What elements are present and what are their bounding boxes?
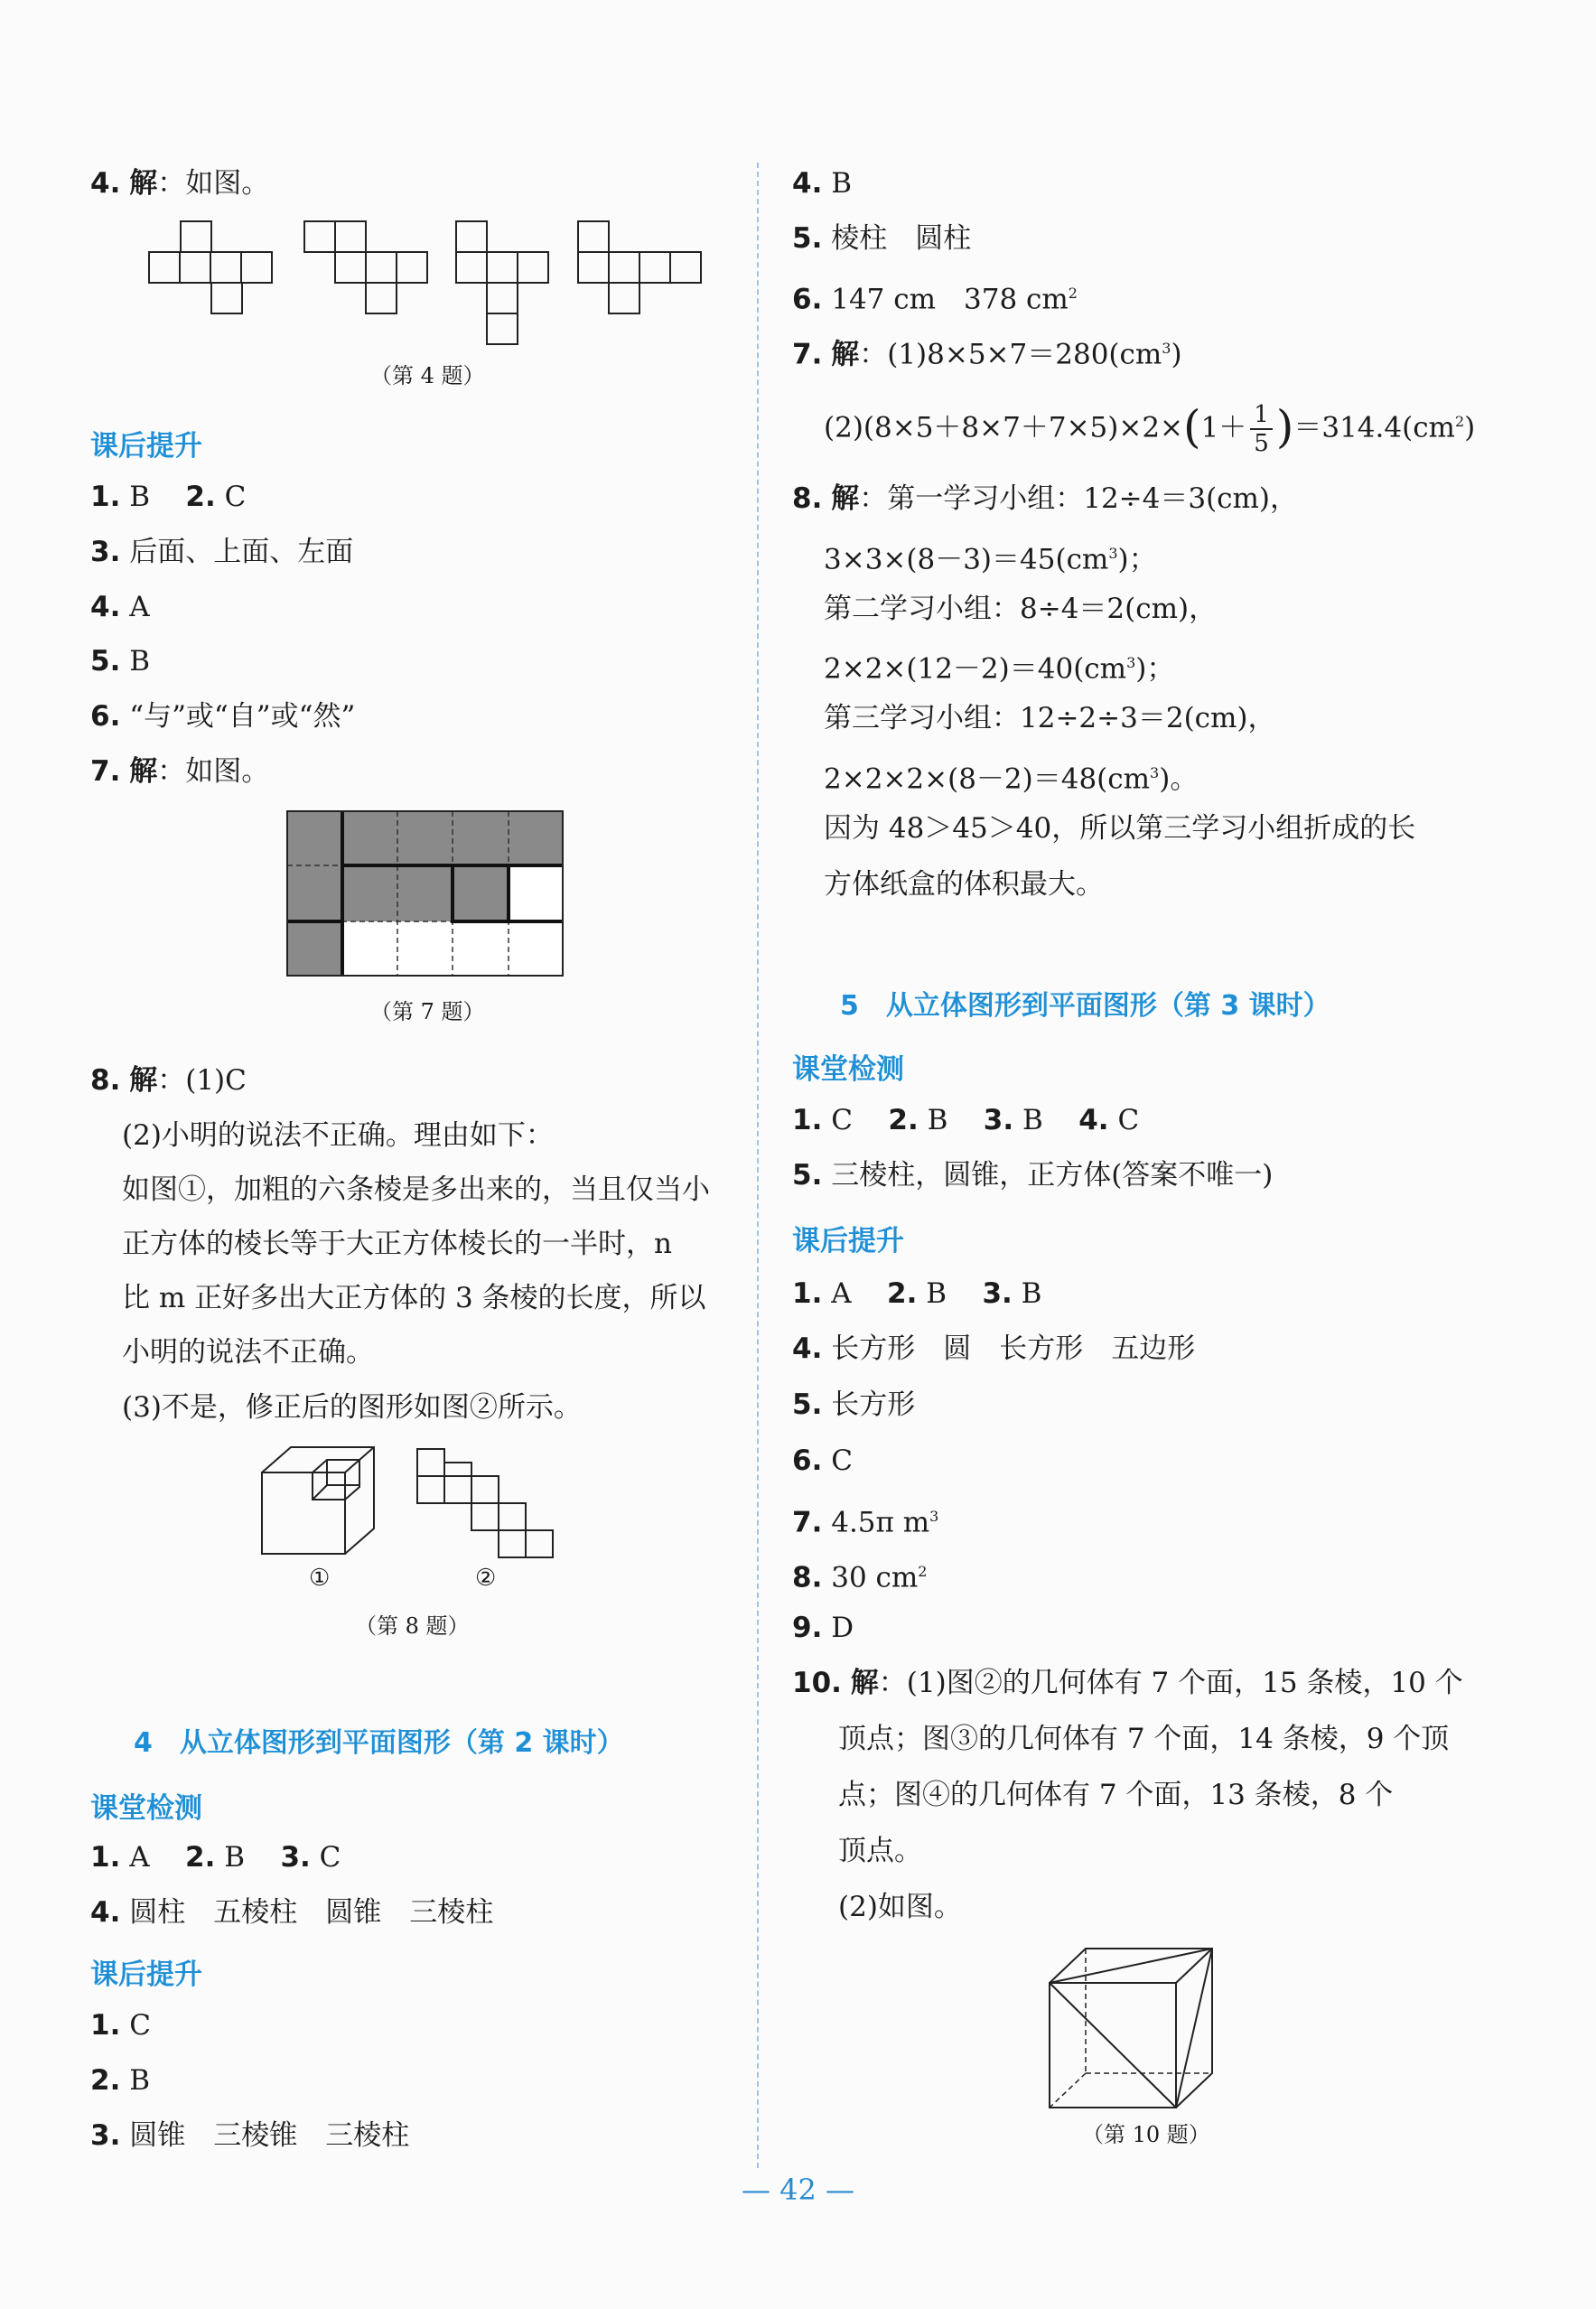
answer-e8: 8. 30 $cm^2$ bbox=[792, 1561, 928, 1594]
fraction: $\frac{1}{5}$ bbox=[1250, 401, 1273, 457]
lesson-title-4: 4 从立体图形到平面图形（第 2 课时） bbox=[134, 1727, 624, 1759]
answer-e10: 10. 解：(1)图②的几何体有 7 个面，15 条棱，10 个 bbox=[792, 1667, 1463, 1699]
answer-r8: 8. 解：第一学习小组：12÷4＝3(cm)， bbox=[792, 482, 1299, 515]
answer-8-line: 正方体的棱长等于大正方体棱长的一半时，n bbox=[122, 1228, 672, 1260]
answer-r4: 4. B bbox=[792, 167, 852, 200]
answer-5: 5. B bbox=[90, 645, 150, 678]
answer-8-line: (2)小明的说法不正确。理由如下： bbox=[122, 1119, 554, 1152]
answer-e6: 6. C bbox=[792, 1444, 853, 1477]
section-in-class: 课堂检测 bbox=[90, 1792, 202, 1825]
column-divider bbox=[757, 163, 759, 2168]
q8-label-2: ② bbox=[475, 1565, 497, 1592]
answer-e10-line: 点；图④的几何体有 7 个面，13 条棱，8 个 bbox=[838, 1779, 1394, 1811]
answer-r8-line: $2\times 2\times 2\times(8-2)=48(cm^3)$。 bbox=[824, 762, 1199, 796]
q8-label-1: ① bbox=[309, 1565, 331, 1592]
answer-r8-line: 方体纸盒的体积最大。 bbox=[824, 868, 1104, 901]
q4-caption: （第 4 题） bbox=[370, 363, 485, 388]
answer-2c: 2. B bbox=[90, 2064, 150, 2097]
answer-e10-line: 顶点；图③的几何体有 7 个面，14 条棱，9 个顶 bbox=[838, 1723, 1450, 1755]
answer-r7: 7. 解：$(1)8\times 5\times 7=280(cm^3)$ bbox=[792, 338, 1182, 371]
answer-e9: 9. D bbox=[792, 1612, 854, 1644]
answer-d5: 5. 三棱柱，圆锥，正方体(答案不唯一) bbox=[792, 1159, 1274, 1192]
answer-d1-4: 1. C 2. B 3. B 4. C bbox=[792, 1104, 1140, 1136]
answer-r7-part2: (2)(8×5＋8×7＋7×5)×2×(1＋ $\frac{1}{5}$ )$=314.4(cm^2)$ bbox=[824, 400, 1476, 457]
q8-cube-figure bbox=[260, 1445, 378, 1556]
answer-4b: 4. A bbox=[90, 591, 150, 623]
answer-8-line: 小明的说法不正确。 bbox=[122, 1336, 374, 1369]
answer-r8-line: $2\times 2\times(12-2)=40(cm^3)$； bbox=[824, 652, 1175, 686]
answer-4c: 4. 圆柱 五棱柱 圆锥 三棱柱 bbox=[90, 1896, 494, 1929]
answer-8-line: 比 m 正好多出大正方体的 3 条棱的长度，所以 bbox=[122, 1282, 706, 1314]
paren-close: ) bbox=[1275, 400, 1294, 453]
q7-caption: （第 7 题） bbox=[370, 999, 485, 1024]
answer-r8-line: 第二学习小组：8÷4＝2(cm)， bbox=[824, 593, 1218, 625]
section-after-class-2: 课后提升 bbox=[90, 1958, 202, 1991]
section-after-class-1: 课后提升 bbox=[90, 430, 202, 463]
q10-caption: （第 10 题） bbox=[1082, 2122, 1210, 2147]
answer-1-2: 1. B 2. C bbox=[90, 481, 247, 513]
answer-3: 3. 后面、上面、左面 bbox=[90, 536, 354, 568]
answer-4: 4. 解：如图。 bbox=[90, 167, 270, 200]
answer-1c: 1. C bbox=[90, 2009, 151, 2042]
answer-e10-line: 顶点。 bbox=[838, 1835, 922, 1867]
answer-r5: 5. 棱柱 圆柱 bbox=[792, 222, 972, 255]
page-number: — 42 — bbox=[741, 2173, 855, 2207]
section-after-class-r: 课后提升 bbox=[792, 1225, 904, 1257]
answer-7: 7. 解：如图。 bbox=[90, 755, 270, 788]
answer-6: 6. “与”或“自”或“然” bbox=[90, 700, 356, 733]
answer-e10-line: (2)如图。 bbox=[838, 1891, 962, 1923]
q4-nets-figure bbox=[149, 221, 709, 321]
answer-e1-3: 1. A 2. B 3. B bbox=[792, 1277, 1042, 1310]
paren-open: ( bbox=[1183, 400, 1201, 453]
answer-8-line: (3)不是，修正后的图形如图②所示。 bbox=[122, 1391, 582, 1424]
answer-e7: 7. 4.5π $m^3$ bbox=[792, 1506, 939, 1539]
lesson-title-5: 5 从立体图形到平面图形（第 3 课时） bbox=[840, 990, 1330, 1022]
answer-8-line: 如图①，加粗的六条棱是多出来的，当且仅当小 bbox=[122, 1173, 710, 1206]
q10-cube-figure bbox=[1048, 1947, 1228, 2109]
answer-3c: 3. 圆锥 三棱锥 三棱柱 bbox=[90, 2119, 410, 2152]
answer-8: 8. 解：(1)C bbox=[90, 1064, 247, 1097]
answer-r6: 6. 147 cm 378 $cm^2$ bbox=[792, 283, 1078, 316]
answer-r8-line: $3\times 3\times(8-3)=45(cm^3)$； bbox=[824, 543, 1157, 576]
answer-e4: 4. 长方形 圆 长方形 五边形 bbox=[792, 1332, 1196, 1365]
answer-e5: 5. 长方形 bbox=[792, 1388, 916, 1421]
section-in-class-r: 课堂检测 bbox=[792, 1053, 904, 1086]
answer-1-3: 1. A 2. B 3. C bbox=[90, 1841, 341, 1874]
q7-grid-figure bbox=[287, 811, 563, 976]
answer-r8-line: 第三学习小组：12÷2÷3＝2(cm)， bbox=[824, 702, 1276, 734]
q8-net-figure bbox=[417, 1449, 553, 1557]
answer-r8-line: 因为 48＞45＞40，所以第三学习小组折成的长 bbox=[824, 812, 1416, 845]
q8-caption: （第 8 题） bbox=[355, 1613, 470, 1639]
